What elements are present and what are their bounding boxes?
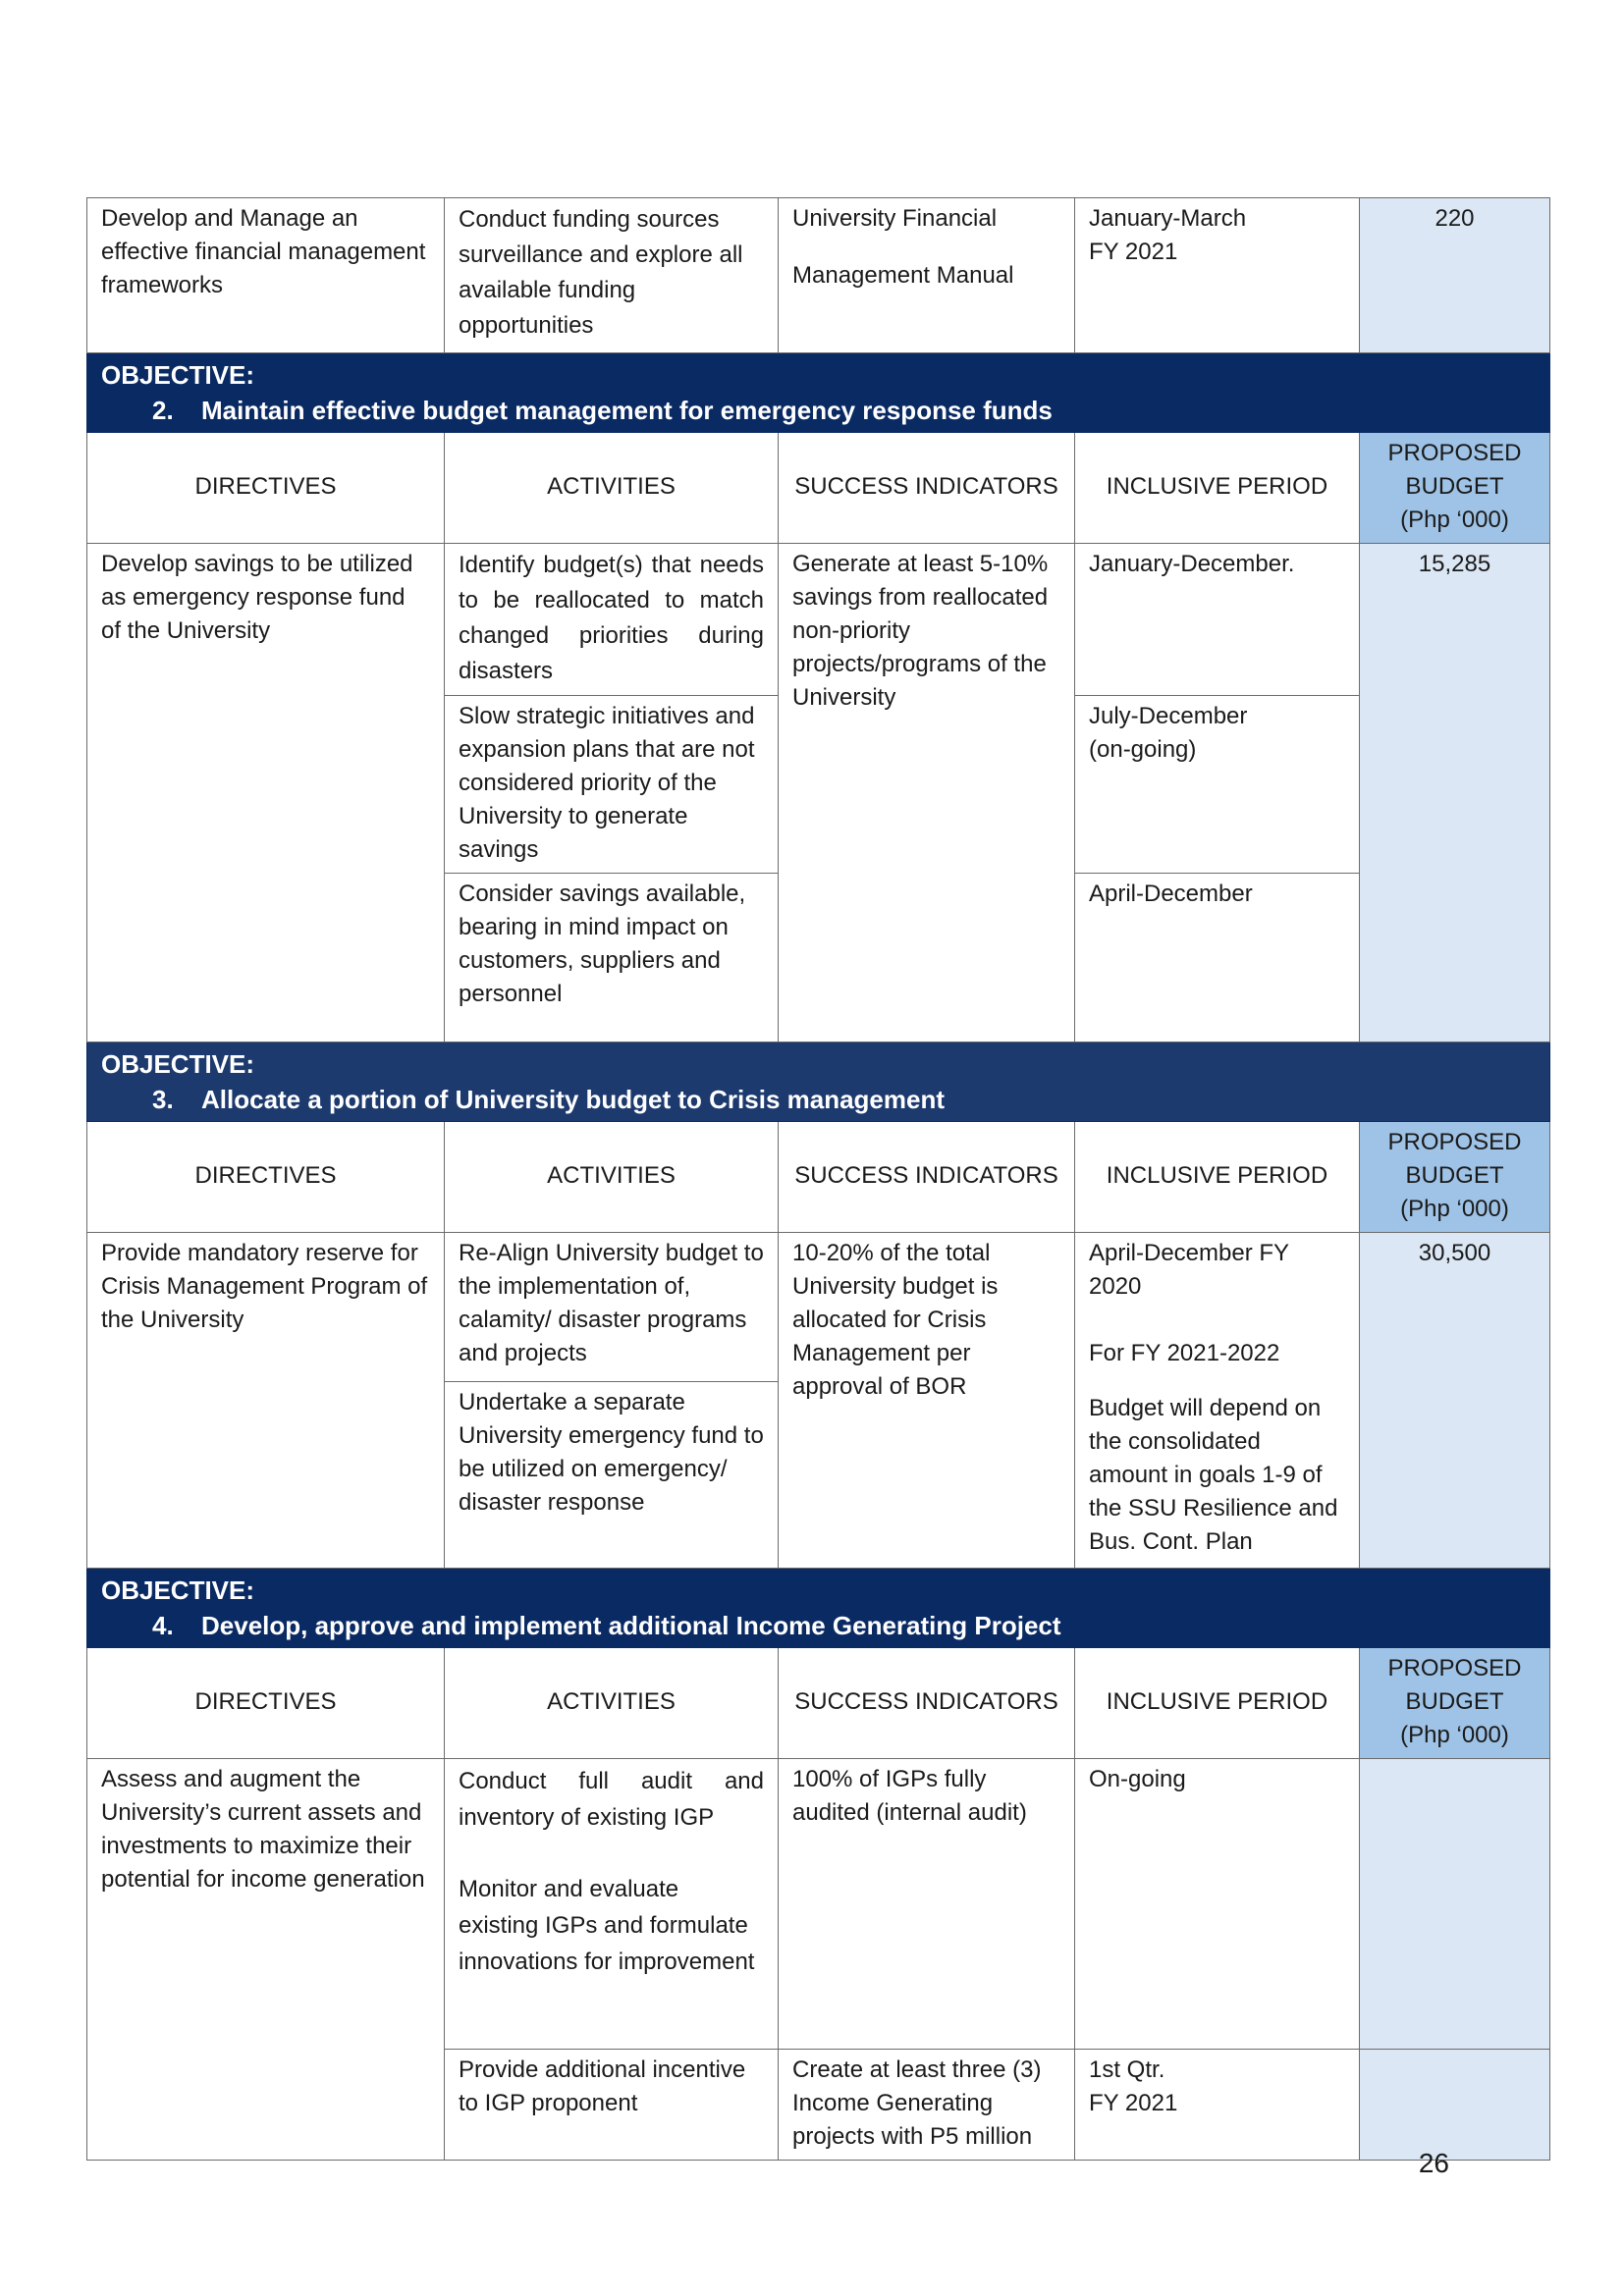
activity-cell: Provide additional incentive to IGP proponent	[445, 2050, 779, 2161]
directive-cell: Develop savings to be utilized as emergency response fund of the University	[87, 544, 445, 1042]
period-cell: On-going	[1075, 1759, 1360, 2050]
table-row	[87, 544, 1550, 696]
objective-header	[87, 353, 1550, 433]
header-directives: DIRECTIVES	[87, 1122, 445, 1233]
header-success-indicators: SUCCESS INDICATORS	[779, 433, 1075, 544]
objective-header	[87, 1569, 1550, 1648]
indicator-cell: Create at least three (3) Income Generating projects with P5 million	[779, 2050, 1075, 2161]
column-header-row	[87, 1648, 1550, 1759]
period-cell: April-December FY 2020 For FY 2021-2022 Budget will depend on the consolidated amount in goals 1-9 of the SSU Resilience and Bus. Cont. Plan	[1075, 1233, 1360, 1569]
objective-title: Develop, approve and implement additional Income Generating Project	[201, 1611, 1061, 1640]
activity-cell: Identify budget(s) that needs to be reallocated to match changed priorities during disasters	[445, 544, 779, 696]
header-proposed-budget: PROPOSED BUDGET (Php ‘000)	[1360, 433, 1550, 544]
objective-number: 3.	[152, 1085, 174, 1114]
header-directives: DIRECTIVES	[87, 1648, 445, 1759]
budget-cell	[1360, 1759, 1550, 2050]
header-success-indicators: SUCCESS INDICATORS	[779, 1122, 1075, 1233]
directive-cell: Assess and augment the University’s current assets and investments to maximize their potential for income generation	[87, 1759, 445, 2161]
header-activities: ACTIVITIES	[445, 1648, 779, 1759]
objective-title: Allocate a portion of University budget to Crisis management	[201, 1085, 946, 1114]
objective-label: OBJECTIVE:	[101, 1049, 255, 1079]
period-cell: January-December.	[1075, 544, 1360, 696]
column-header-row	[87, 433, 1550, 544]
budget-cell	[1360, 2050, 1550, 2161]
indicator-cell: 10-20% of the total University budget is allocated for Crisis Management per approval of BOR	[779, 1233, 1075, 1569]
header-success-indicators: SUCCESS INDICATORS	[779, 1648, 1075, 1759]
activity-cell: Conduct funding sources surveillance and explore all available funding opportunities	[445, 198, 779, 353]
budget-cell: 220	[1360, 198, 1550, 353]
objective-header	[87, 1042, 1550, 1122]
indicator-cell: Generate at least 5-10% savings from reallocated non-priority projects/programs of the University	[779, 544, 1075, 1042]
period-cell	[1075, 198, 1360, 353]
activity-cell: Consider savings available, bearing in mind impact on customers, suppliers and personnel	[445, 874, 779, 1042]
table-row	[87, 1233, 1550, 1382]
activity-cell: Slow strategic initiatives and expansion plans that are not considered priority of the University to generate savings	[445, 696, 779, 874]
column-header-row	[87, 1122, 1550, 1233]
period-cell: 1st Qtr. FY 2021	[1075, 2050, 1360, 2161]
indicator-cell	[779, 198, 1075, 353]
period-line: January-March	[1089, 205, 1247, 232]
period-line: FY 2021	[1089, 239, 1178, 265]
header-proposed-budget: PROPOSED BUDGET (Php ‘000)	[1360, 1648, 1550, 1759]
activity-cell: Re-Align University budget to the implementation of, calamity/ disaster programs and projects	[445, 1233, 779, 1382]
plan-table-container	[86, 197, 1549, 2161]
directive-cell: Provide mandatory reserve for Crisis Management Program of the University	[87, 1233, 445, 1569]
table-row	[87, 198, 1550, 353]
period-cell: April-December	[1075, 874, 1360, 1042]
table-row	[87, 1759, 1550, 2050]
header-inclusive-period: INCLUSIVE PERIOD	[1075, 1122, 1360, 1233]
page-number: 26	[1418, 2148, 1449, 2178]
plan-table	[86, 197, 1550, 2161]
indicator-cell: 100% of IGPs fully audited (internal audit)	[779, 1759, 1075, 2050]
budget-cell: 15,285	[1360, 544, 1550, 1042]
header-activities: ACTIVITIES	[445, 1122, 779, 1233]
header-inclusive-period: INCLUSIVE PERIOD	[1075, 1648, 1360, 1759]
objective-label: OBJECTIVE:	[101, 1575, 255, 1605]
period-cell: July-December (on-going)	[1075, 696, 1360, 874]
activity-cell: Conduct full audit and inventory of existing IGP Monitor and evaluate existing IGPs and formulate innovations for improvement	[445, 1759, 779, 2050]
objective-number: 2.	[152, 396, 174, 425]
objective-label: OBJECTIVE:	[101, 360, 255, 390]
directive-cell: Develop and Manage an effective financial management frameworks	[87, 198, 445, 353]
header-proposed-budget: PROPOSED BUDGET (Php ‘000)	[1360, 1122, 1550, 1233]
header-inclusive-period: INCLUSIVE PERIOD	[1075, 433, 1360, 544]
objective-title: Maintain effective budget management for emergency response funds	[201, 396, 1053, 425]
indicator-line: University Financial	[792, 205, 998, 232]
header-directives: DIRECTIVES	[87, 433, 445, 544]
indicator-line: Management Manual	[792, 262, 1014, 289]
objective-number: 4.	[152, 1611, 174, 1640]
header-activities: ACTIVITIES	[445, 433, 779, 544]
budget-cell: 30,500	[1360, 1233, 1550, 1569]
activity-cell: Undertake a separate University emergency fund to be utilized on emergency/ disaster response	[445, 1382, 779, 1569]
